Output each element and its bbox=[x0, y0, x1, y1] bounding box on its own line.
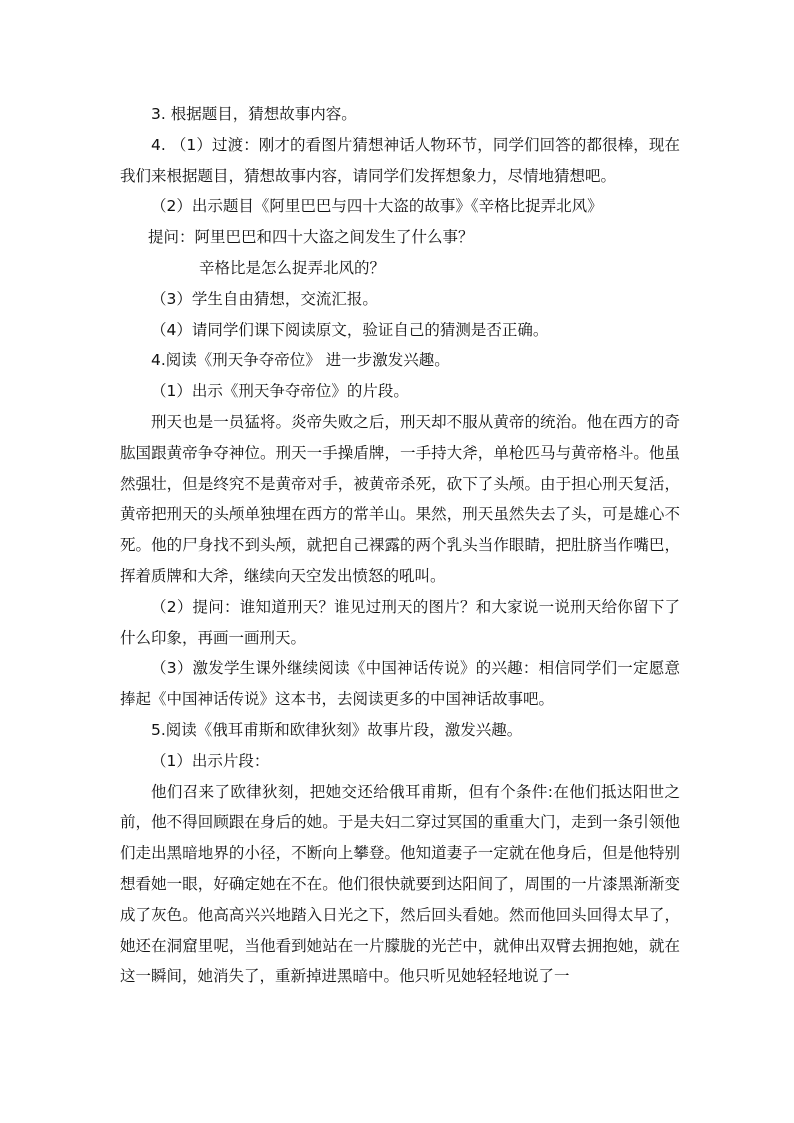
paragraph: 4.阅读《刑天争夺帝位》 进一步激发兴趣。 bbox=[151, 351, 450, 370]
paragraph: （3）激发学生课外继续阅读《中国神话传说》的兴趣：相信同学们一定愿意捧起《中国神话传说》这本书，去阅读更多的中国神话故事吧。 bbox=[120, 659, 680, 709]
paragraph: （1）出示片段： bbox=[151, 751, 270, 770]
paragraph: （4）请同学们课下阅读原文，验证自己的猜测是否正确。 bbox=[151, 320, 549, 339]
paragraph: （2）出示题目《阿里巴巴与四十大盗的故事》《辛格比捉弄北风》 bbox=[151, 197, 603, 216]
paragraph: 4. （1）过渡：刚才的看图片猜想神话人物环节，同学们回答的都很棒，现在我们来根据题目，猜想故事内容，请同学们发挥想象力，尽情地猜想吧。 bbox=[120, 135, 680, 185]
paragraph: 辛格比是怎么捉弄北风的？ bbox=[199, 258, 386, 277]
paragraph: （1）出示《刑天争夺帝位》的片段。 bbox=[151, 382, 409, 401]
paragraph: 他们召来了欧律狄刻，把她交还给俄耳甫斯，但有个条件:在他们抵达阳世之前，他不得回顾跟在身后的她。于是夫妇二穿过冥国的重重大门，走到一条引领他们走出黑暗地界的小径，不断向上攀登。他知道妻子一定就在他身后，但是他特别想看她一眼，好确定她在不在。他们很快就要到达阳间了，周围的一片漆黑渐渐变成了灰色。他高高兴兴地踏入日光之下，然后回头看她。然而他回头回得太早了，她还在洞窟里呢，当他看到她站在一片朦胧的光芒中，就伸出双臂去拥抱她，就在这一瞬间，她消失了，重新掉进黑暗中。他只听见她轻轻地说了一 bbox=[120, 782, 680, 986]
paragraph: （2）提问：谁知道刑天？谁见过刑天的图片？和大家说一说刑天给你留下了什么印象，再画一画刑天。 bbox=[120, 597, 680, 647]
paragraph: 5.阅读《俄耳甫斯和欧律狄刻》故事片段，激发兴趣。 bbox=[151, 720, 523, 739]
paragraph: 刑天也是一员猛将。炎帝失败之后，刑天却不服从黄帝的统治。他在西方的奇肱国跟黄帝争夺神位。刑天一手操盾牌，一手持大斧，单枪匹马与黄帝格斗。他虽然强壮，但是终究不是黄帝对手，被黄帝杀死，砍下了头颅。由于担心刑天复活，黄帝把刑天的头颅单独埋在西方的常羊山。果然，刑天虽然失去了头，可是雄心不死。他的尸身找不到头颅，就把自己裸露的两个乳头当作眼睛，把肚脐当作嘴巴，挥着质牌和大斧，继续向天空发出愤怒的吼叫。 bbox=[120, 412, 680, 585]
paragraph: （3）学生自由猜想，交流汇报。 bbox=[151, 289, 378, 308]
paragraph: 3. 根据题目，猜想故事内容。 bbox=[151, 105, 357, 123]
paragraph: 提问：阿里巴巴和四十大盗之间发生了什么事？ bbox=[148, 228, 474, 247]
document-body bbox=[120, 99, 680, 992]
